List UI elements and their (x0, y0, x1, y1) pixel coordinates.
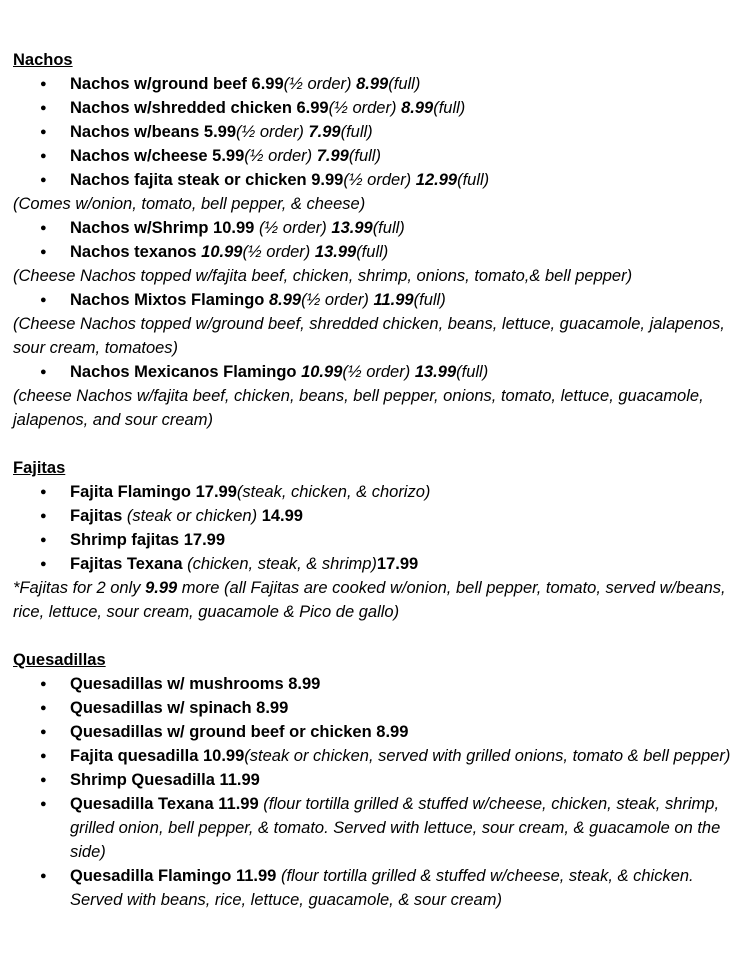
quesadillas-list (13, 672, 748, 912)
menu-item: ● Quesadilla Texana 11.99 (flour tortilla grilled & stuffed w/cheese, chicken, steak, shrimp, grilled onion, bell pepper, & tomato. Served with lettuce, sour cream, & guacamole on the side) (13, 792, 748, 864)
nachos-list-2 (13, 216, 748, 264)
menu-item: ● Nachos w/Shrimp 10.99 (½ order) 13.99(full) (13, 216, 748, 240)
menu-item: ● Quesadillas w/ mushrooms 8.99 (13, 672, 748, 696)
menu-item: ● Fajitas (steak or chicken) 14.99 (13, 504, 748, 528)
section-gap (13, 432, 748, 456)
menu-item: ● Quesadillas w/ ground beef or chicken 8.99 (13, 720, 748, 744)
quesadillas-heading: Quesadillas (13, 651, 106, 669)
nachos-heading: Nachos (13, 51, 73, 69)
nachos-note-2: (Cheese Nachos topped w/fajita beef, chicken, shrimp, onions, tomato,& bell pepper) (13, 267, 633, 285)
menu-item: ● Shrimp fajitas 17.99 (13, 528, 748, 552)
fajitas-list (13, 480, 748, 576)
nachos-list-4 (13, 360, 748, 384)
menu-item: ● Nachos w/ground beef 6.99(½ order) 8.99(full) (13, 72, 748, 96)
menu-item: ● Quesadillas w/ spinach 8.99 (13, 696, 748, 720)
menu-item: ● Nachos Mexicanos Flamingo 10.99(½ order) 13.99(full) (13, 360, 748, 384)
nachos-list (13, 72, 748, 192)
menu-item: ● Fajita Flamingo 17.99(steak, chicken, & chorizo) (13, 480, 748, 504)
menu-item: ● Nachos fajita steak or chicken 9.99(½ order) 12.99(full) (13, 168, 748, 192)
menu-item: ● Nachos w/beans 5.99(½ order) 7.99(full) (13, 120, 748, 144)
nachos-list-3 (13, 288, 748, 312)
nachos-note-3: (Cheese Nachos topped w/ground beef, shredded chicken, beans, lettuce, guacamole, jalapenos, sour cream, tomatoes) (13, 315, 725, 357)
menu-item: ● Nachos texanos 10.99(½ order) 13.99(full) (13, 240, 748, 264)
menu-item: ● Quesadilla Flamingo 11.99 (flour tortilla grilled & stuffed w/cheese, steak, & chicken. Served with beans, rice, lettuce, guacamole, & sour cream) (13, 864, 748, 912)
menu-item: ● Nachos w/cheese 5.99(½ order) 7.99(full) (13, 144, 748, 168)
section-gap (13, 624, 748, 648)
menu-item: ● Fajitas Texana (chicken, steak, & shrimp)17.99 (13, 552, 748, 576)
nachos-note-1: (Comes w/onion, tomato, bell pepper, & cheese) (13, 195, 366, 213)
menu-item: ● Nachos w/shredded chicken 6.99(½ order) 8.99(full) (13, 96, 748, 120)
menu-item: ● Nachos Mixtos Flamingo 8.99(½ order) 11.99(full) (13, 288, 748, 312)
fajitas-note: *Fajitas for 2 only 9.99 more (all Fajitas are cooked w/onion, bell pepper, tomato, served w/beans, rice, lettuce, sour cream, guacamole & Pico de gallo) (13, 579, 726, 621)
menu-item: ● Shrimp Quesadilla 11.99 (13, 768, 748, 792)
nachos-note-4: (cheese Nachos w/fajita beef, chicken, beans, bell pepper, onions, tomato, lettuce, guacamole, jalapenos, and sour cream) (13, 387, 704, 429)
fajitas-heading: Fajitas (13, 459, 66, 477)
menu-item: ● Fajita quesadilla 10.99(steak or chicken, served with grilled onions, tomato & bell pepper) (13, 744, 748, 768)
